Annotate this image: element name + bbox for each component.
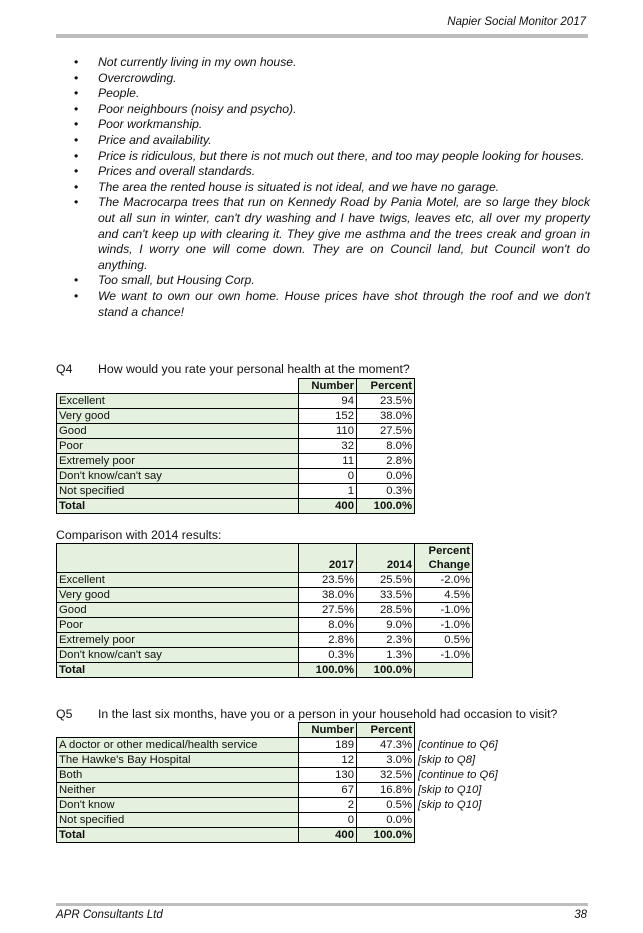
row-label: Poor (57, 618, 299, 633)
row-label: Not specified (57, 484, 299, 499)
row-2017: 23.5% (299, 573, 357, 588)
header-rule (56, 34, 588, 38)
total-label: Total (57, 828, 299, 843)
q4-question: How would you rate your personal health at the moment? (98, 362, 410, 376)
bullet-item: • Price and availability. (56, 133, 590, 149)
table-row (57, 454, 415, 469)
total-percent: 100.0% (357, 499, 415, 514)
total-percent: 100.0% (357, 828, 415, 843)
row-2014: 2.3% (357, 633, 415, 648)
row-number: 1 (299, 484, 357, 499)
q5-question: In the last six months, have you or a person in your household had occasion to visit? (98, 707, 558, 721)
total-label: Total (57, 663, 299, 678)
row-percent: 0.3% (357, 484, 415, 499)
table-row (57, 588, 473, 603)
row-percent: 16.8% (357, 783, 415, 798)
row-number: 11 (299, 454, 357, 469)
bullet-item: • Overcrowding. (56, 71, 590, 87)
row-percent: 0.0% (357, 813, 415, 828)
row-label: Both (57, 768, 299, 783)
q4-heading (56, 362, 410, 376)
row-percent: 8.0% (357, 439, 415, 454)
row-number: 130 (299, 768, 357, 783)
q5-table (56, 722, 515, 843)
row-number: 94 (299, 394, 357, 409)
col-number-header: Number (299, 379, 357, 394)
table-row (57, 633, 473, 648)
row-label: The Hawke's Bay Hospital (57, 753, 299, 768)
row-percent: 0.5% (357, 798, 415, 813)
row-2017: 2.8% (299, 633, 357, 648)
bullet-item: • Prices and overall standards. (56, 164, 590, 180)
row-percent: 27.5% (357, 424, 415, 439)
row-label: A doctor or other medical/health service (57, 738, 299, 753)
table-header-row (57, 544, 473, 559)
table-row (57, 603, 473, 618)
row-label: Neither (57, 783, 299, 798)
row-percent: 23.5% (357, 394, 415, 409)
row-number: 0 (299, 813, 357, 828)
response-bullet-list (56, 55, 590, 320)
row-percent: 3.0% (357, 753, 415, 768)
col-change-header-line1: Percent (415, 544, 473, 559)
table-row (57, 618, 473, 633)
row-routing-note (415, 813, 515, 828)
row-label: Don't know (57, 798, 299, 813)
row-percent: 38.0% (357, 409, 415, 424)
col-percent-header: Percent (357, 379, 415, 394)
total-change (415, 663, 473, 678)
total-number: 400 (299, 828, 357, 843)
total-label: Total (57, 499, 299, 514)
table-header-row (57, 379, 415, 394)
row-percent: 47.3% (357, 738, 415, 753)
page-number: 38 (574, 909, 587, 921)
q4-table (56, 378, 415, 514)
q4-number: Q4 (56, 362, 73, 376)
col-percent-header: Percent (357, 723, 415, 738)
bullet-item: • We want to own our own home. House prices have shot through the roof and we don't stand a chance! (56, 289, 590, 320)
row-number: 12 (299, 753, 357, 768)
row-change: -2.0% (415, 573, 473, 588)
bullet-item: • Poor workmanship. (56, 117, 590, 133)
row-change: -1.0% (415, 648, 473, 663)
table-row (57, 783, 515, 798)
row-2017: 0.3% (299, 648, 357, 663)
row-routing-note: [skip to Q10] (418, 799, 482, 811)
comparison-table (56, 543, 473, 678)
row-label: Very good (57, 409, 299, 424)
table-row (57, 484, 415, 499)
total-number: 400 (299, 499, 357, 514)
table-row (57, 768, 515, 783)
col-change-header-line2: Change (415, 558, 473, 573)
table-header-row (57, 723, 515, 738)
table-row (57, 648, 473, 663)
table-header-row (57, 558, 473, 573)
bullet-item: • People. (56, 86, 590, 102)
row-label: Excellent (57, 394, 299, 409)
table-row (57, 469, 415, 484)
row-number: 110 (299, 424, 357, 439)
row-change: 4.5% (415, 588, 473, 603)
row-change: -1.0% (415, 603, 473, 618)
row-2014: 25.5% (357, 573, 415, 588)
running-header: Napier Social Monitor 2017 (447, 16, 586, 28)
row-2014: 33.5% (357, 588, 415, 603)
table-row (57, 424, 415, 439)
row-percent: 32.5% (357, 768, 415, 783)
row-change: -1.0% (415, 618, 473, 633)
bullet-item: • Too small, but Housing Corp. (56, 273, 590, 289)
row-routing-note: [skip to Q8] (418, 754, 476, 766)
q5-heading (56, 707, 557, 721)
row-label: Good (57, 603, 299, 618)
row-label: Extremely poor (57, 633, 299, 648)
table-total-row (57, 499, 415, 514)
row-routing-note: [continue to Q6] (418, 739, 498, 751)
table-row (57, 394, 415, 409)
col-number-header: Number (299, 723, 357, 738)
row-label: Good (57, 424, 299, 439)
col-2017-header: 2017 (299, 558, 357, 573)
table-row (57, 573, 473, 588)
row-percent: 2.8% (357, 454, 415, 469)
total-2017: 100.0% (299, 663, 357, 678)
row-change: 0.5% (415, 633, 473, 648)
comparison-heading: Comparison with 2014 results: (56, 528, 222, 542)
bullet-item: • Price is ridiculous, but there is not much out there, and too may people looking for houses. (56, 149, 590, 165)
row-label: Poor (57, 439, 299, 454)
row-number: 189 (299, 738, 357, 753)
table-row (57, 439, 415, 454)
row-number: 32 (299, 439, 357, 454)
row-number: 0 (299, 469, 357, 484)
bullet-item: • Poor neighbours (noisy and psycho). (56, 102, 590, 118)
row-2014: 28.5% (357, 603, 415, 618)
row-number: 67 (299, 783, 357, 798)
row-number: 2 (299, 798, 357, 813)
row-2014: 1.3% (357, 648, 415, 663)
row-number: 152 (299, 409, 357, 424)
footer-rule (56, 903, 588, 906)
row-percent: 0.0% (357, 469, 415, 484)
row-label: Not specified (57, 813, 299, 828)
row-2017: 27.5% (299, 603, 357, 618)
row-routing-note: [continue to Q6] (418, 769, 498, 781)
row-label: Don't know/can't say (57, 648, 299, 663)
row-label: Extremely poor (57, 454, 299, 469)
table-row (57, 753, 515, 768)
row-label: Don't know/can't say (57, 469, 299, 484)
table-row (57, 409, 415, 424)
row-label: Excellent (57, 573, 299, 588)
table-total-row (57, 828, 515, 843)
table-total-row (57, 663, 473, 678)
row-2017: 38.0% (299, 588, 357, 603)
row-2017: 8.0% (299, 618, 357, 633)
total-2014: 100.0% (357, 663, 415, 678)
footer-company: APR Consultants Ltd (56, 909, 163, 921)
q5-number: Q5 (56, 707, 73, 721)
row-label: Very good (57, 588, 299, 603)
table-row (57, 813, 515, 828)
row-routing-note: [skip to Q10] (418, 784, 482, 796)
bullet-item: • Not currently living in my own house. (56, 55, 590, 71)
col-2014-header: 2014 (357, 558, 415, 573)
row-2014: 9.0% (357, 618, 415, 633)
table-row (57, 738, 515, 753)
table-row (57, 798, 515, 813)
bullet-item: • The Macrocarpa trees that run on Kennedy Road by Pania Motel, are so large they block out all sun in winter, can't dry washing and I have twigs, leaves etc, all over my property and can't keep up with clearing it. They give me asthma and the trees creak and groan in winds, I worry one will come down. They are on Council land, but Council won't do anything. (56, 195, 590, 273)
bullet-item: • The area the rented house is situated is not ideal, and we have no garage. (56, 180, 590, 196)
